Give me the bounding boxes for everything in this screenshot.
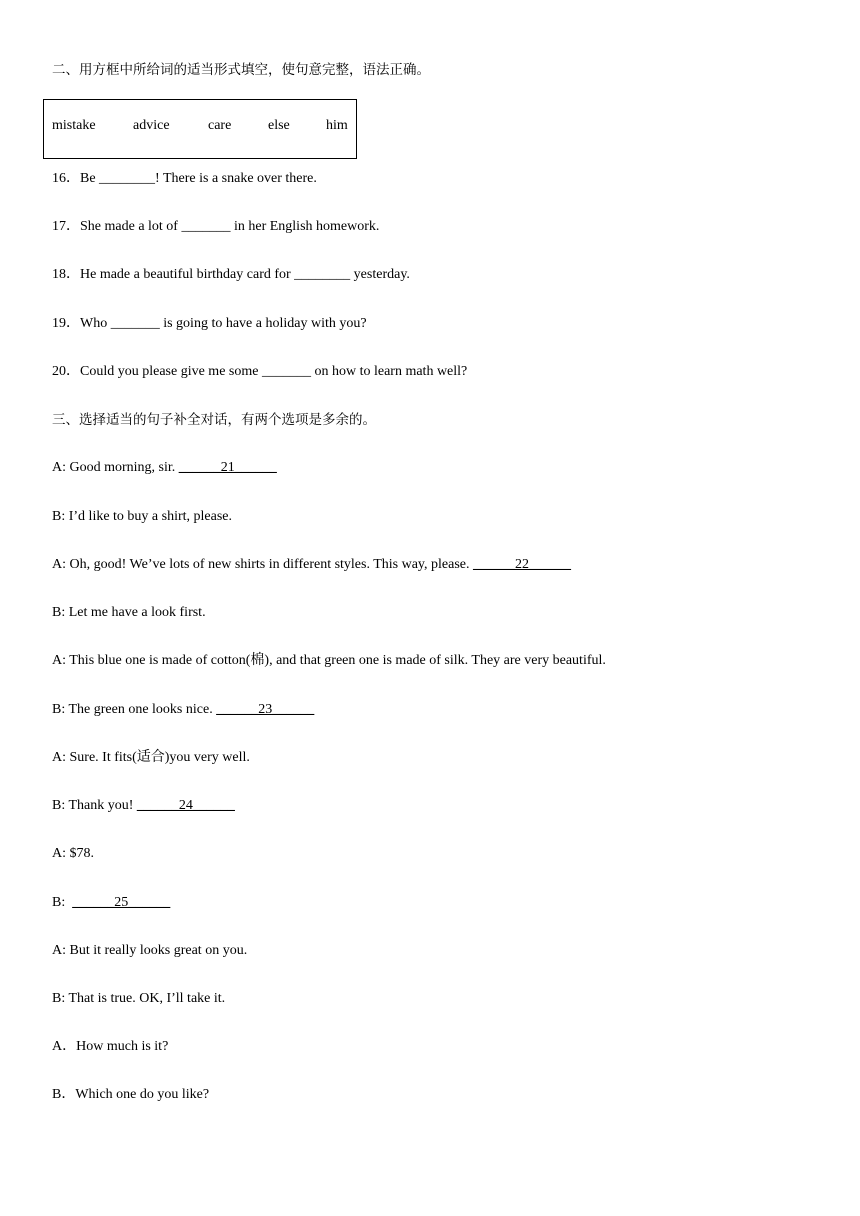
option-a	[52, 1038, 168, 1056]
question-text: He made a beautiful birthday card for ________ yesterday.	[80, 267, 410, 282]
question-18	[52, 266, 410, 284]
word-care: care	[208, 118, 232, 133]
dialogue-blank-25: ______25______	[72, 895, 171, 910]
dialogue-blank-21: ______21______	[178, 460, 277, 475]
question-19	[52, 315, 367, 333]
dialogue-line-6	[52, 701, 314, 719]
question-20	[52, 363, 467, 381]
option-letter: B．	[52, 1087, 76, 1102]
dialogue-line-8	[52, 797, 235, 815]
dialogue-line-11	[52, 942, 247, 960]
option-text: Which one do you like?	[75, 1087, 210, 1102]
question-text: Be ________! There is a snake over there.	[80, 171, 317, 186]
dialogue-line-10	[52, 894, 170, 912]
dialogue-text: B: That is true. OK, I’ll take it.	[52, 991, 226, 1006]
dialogue-line-7	[52, 749, 250, 767]
word-else: else	[268, 118, 290, 133]
dialogue-line-1	[52, 459, 277, 477]
dialogue-line-5	[52, 652, 606, 670]
dialogue-text: B: Let me have a look first.	[52, 605, 206, 620]
dialogue-text: A: Oh, good! We’ve lots of new shirts in different styles. This way, please.	[52, 557, 474, 572]
dialogue-blank-22: ______22______	[473, 557, 572, 572]
word-box	[43, 99, 357, 159]
word-him: him	[326, 118, 348, 133]
question-text: Could you please give me some _______ on how to learn math well?	[80, 364, 468, 379]
dialogue-text: A: This blue one is made of cotton(棉), and that green one is made of silk. They are very beautiful.	[52, 653, 606, 668]
dialogue-line-2	[52, 508, 232, 526]
question-text: Who _______ is going to have a holiday with you?	[80, 316, 367, 331]
question-text: She made a lot of _______ in her English homework.	[80, 219, 380, 234]
question-number: 19．	[52, 316, 80, 331]
dialogue-line-3	[52, 556, 571, 574]
question-number: 20．	[52, 364, 80, 379]
word-mistake: mistake	[52, 118, 96, 133]
dialogue-text: B: The green one looks nice.	[52, 702, 217, 717]
option-text: How much is it?	[76, 1039, 169, 1054]
dialogue-text: B: Thank you!	[52, 798, 137, 813]
question-number: 17．	[52, 219, 80, 234]
dialogue-line-12	[52, 990, 225, 1008]
question-number: 16．	[52, 171, 80, 186]
dialogue-text: A: Sure. It fits(适合)you very well.	[52, 750, 250, 765]
dialogue-text: B: I’d like to buy a shirt, please.	[52, 509, 233, 524]
dialogue-line-9	[52, 845, 94, 863]
dialogue-text: A: But it really looks great on you.	[52, 943, 248, 958]
option-letter: A．	[52, 1039, 77, 1054]
option-b	[52, 1086, 209, 1104]
dialogue-blank-23: ______23______	[216, 702, 315, 717]
question-16	[52, 170, 317, 188]
dialogue-blank-24: ______24______	[136, 798, 235, 813]
dialogue-text: A: Good morning, sir.	[52, 460, 179, 475]
dialogue-line-4	[52, 604, 206, 622]
question-17	[52, 218, 379, 236]
section3-heading: 三、选择适当的句子补全对话，有两个选项是多余的。	[52, 412, 376, 428]
word-advice: advice	[133, 118, 170, 133]
dialogue-text: B:	[52, 895, 73, 910]
dialogue-text: A: $78.	[52, 846, 94, 861]
question-number: 18．	[52, 267, 80, 282]
section2-heading: 二、用方框中所给词的适当形式填空，使句意完整，语法正确。	[52, 62, 430, 78]
